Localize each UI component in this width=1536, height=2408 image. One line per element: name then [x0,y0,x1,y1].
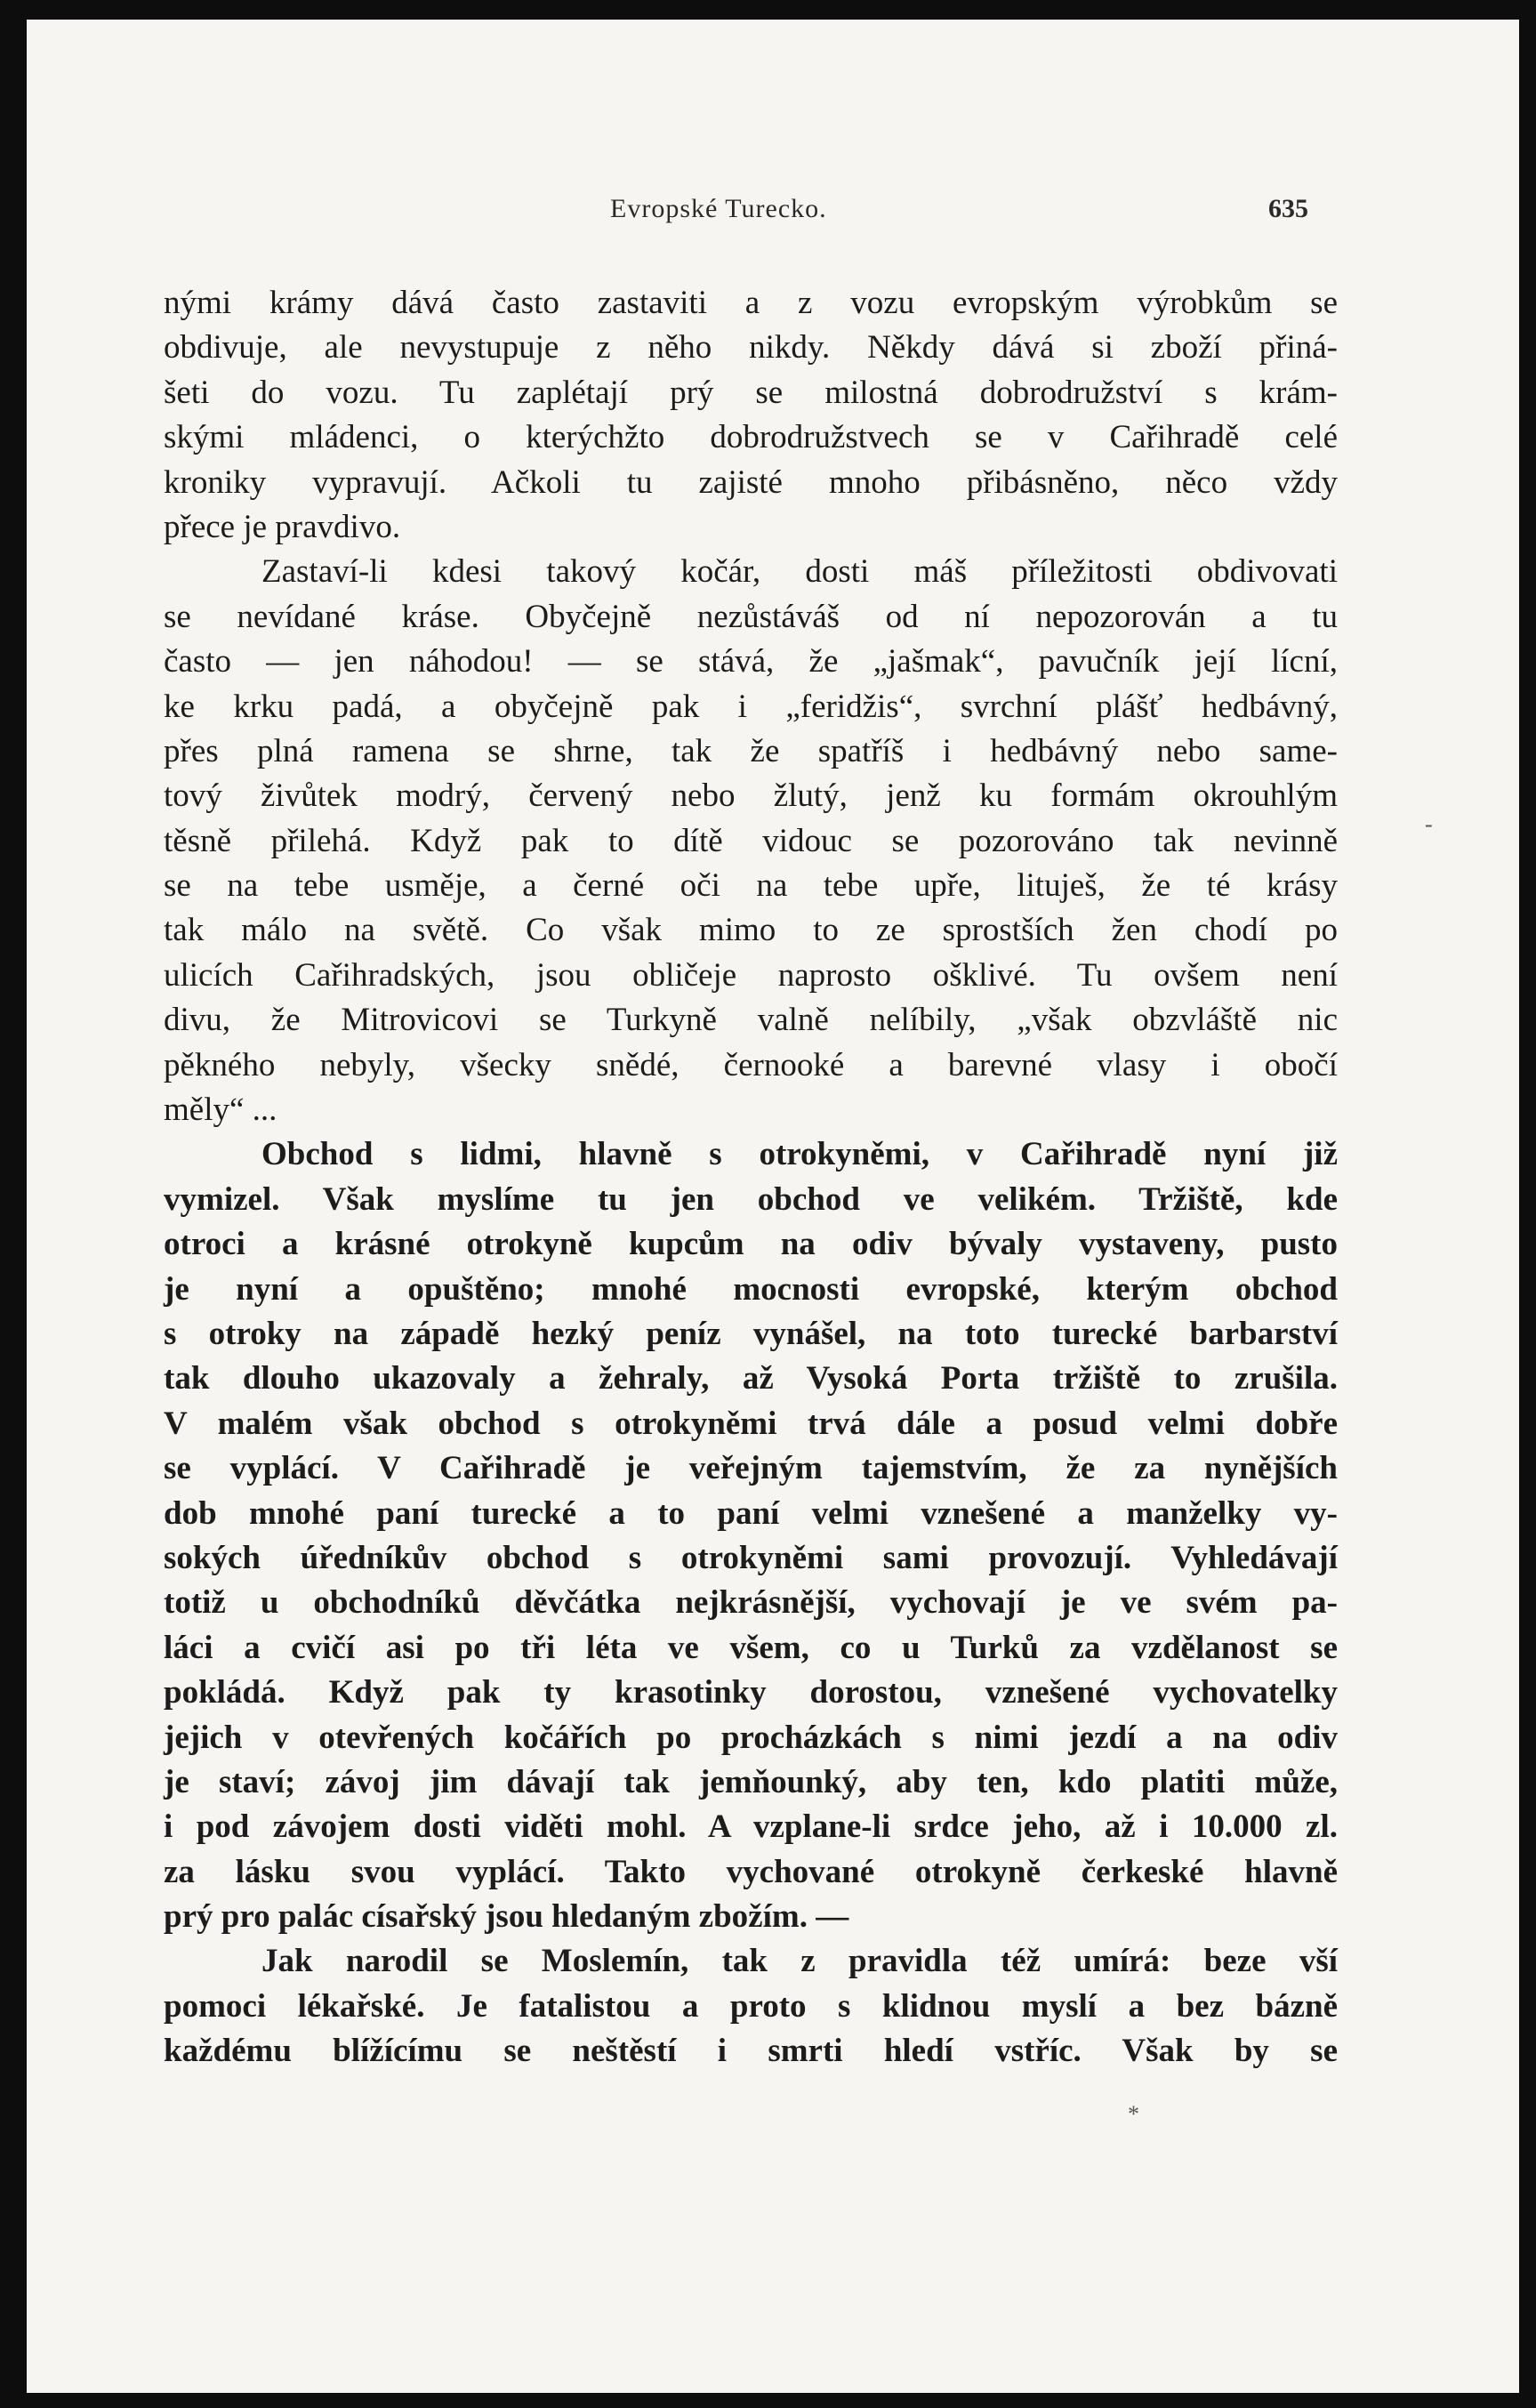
running-title: Evropské Turecko. [610,194,827,223]
text-line: pomoci lékařské. Je fatalistou a proto s klidnou myslí a bez bázně [164,1987,1338,2025]
text-line: za lásku svou vyplácí. Takto vychované otrokyně čerkeské hlavně [164,1853,1338,1890]
text-line: totiž u obchodníků děvčátka nejkrásnější, vychovají je ve svém pa- [164,1584,1338,1622]
text-line: Obchod s lidmi, hlavně s otrokyněmi, v Cařihradě nyní již [261,1136,1338,1173]
text-line: vymizel. Však myslíme tu jen obchod ve velikém. Tržiště, kde [164,1180,1338,1218]
text-line: otroci a krásné otrokyně kupcům na odiv bývaly vystaveny, pusto [164,1226,1338,1263]
text-line: dob mnohé paní turecké a to paní velmi vznešené a manželky vy- [164,1494,1338,1532]
text-line: přes plná ramena se shrne, tak že spatříš i hedbávný nebo same- [164,732,1338,769]
text-line: se nevídané kráse. Obyčejně nezůstáváš od ní nepozorován a tu [164,598,1338,635]
text-line: pokládá. Když pak ty krasotinky dorostou, vznešené vychovatelky [164,1674,1338,1711]
text-line: i pod závojem dosti viděti mohl. A vzplane-li srdce jeho, až i 10.000 zl. [164,1808,1338,1846]
text-line: obdivuje, ale nevystupuje z něho nikdy. Někdy dává si zboží přiná- [164,329,1338,366]
text-line: je nyní a opuštěno; mnohé mocnosti evropské, kterým obchod [164,1270,1338,1308]
text-line: Zastaví-li kdesi takový kočár, dosti máš příležitosti obdivovati [261,553,1338,591]
text-line: přece je pravdivo. [164,508,401,545]
text-line: šeti do vozu. Tu zaplétají prý se milostná dobrodružství s krám- [164,374,1338,411]
text-line: je staví; závoj jim dávají tak jemňounký, aby ten, kdo platiti může, [164,1763,1338,1800]
text-line: se na tebe usměje, a černé oči na tebe upře, lituješ, že té krásy [164,867,1338,905]
text-line: sokých úředníkův obchod s otrokyněmi sami provozují. Vyhledávají [164,1539,1338,1576]
page-number: 635 [1268,194,1308,223]
text-line: láci a cvičí asi po tři léta ve všem, co u Turků za vzdělanost se [164,1629,1338,1666]
text-line: se vyplácí. V Cařihradě je veřejným tajemstvím, že za nynějších [164,1450,1338,1487]
text-line: tový živůtek modrý, červený nebo žlutý, jenž ku formám okrouhlým [164,777,1338,815]
text-line: měly“ ... [164,1091,277,1129]
book-page [27,20,1519,2393]
text-line: ulicích Cařihradských, jsou obličeje naprosto ošklivé. Tu ovšem není [164,956,1338,994]
text-line: Jak narodil se Moslemín, tak z pravidla též umírá: beze vší [261,1943,1338,1980]
page-header [27,194,1519,230]
text-line: každému blížícímu se neštěstí i smrti hledí vstříc. Však by se [164,2033,1338,2070]
text-line: ke krku padá, a obyčejně pak i „feridžis“, svrchní plášť hedbávný, [164,688,1338,725]
page-speck: - [1425,811,1433,837]
text-line: V malém však obchod s otrokyněmi trvá dále a posud velmi dobře [164,1405,1338,1442]
text-line: těsně přilehá. Když pak to dítě vidouc se pozorováno tak nevinně [164,822,1338,859]
text-line: často — jen náhodou! — se stává, že „jašmak“, pavučník její lícní, [164,643,1338,681]
page-speck: * [1128,2101,1139,2127]
text-line: s otroky na západě hezký peníz vynášel, na toto turecké barbarství [164,1315,1338,1352]
text-line: pěkného nebyly, všecky snědé, černooké a barevné vlasy i obočí [164,1046,1338,1083]
text-line: skými mládenci, o kterýchžto dobrodružstvech se v Cařihradě celé [164,419,1338,456]
text-line: jejich v otevřených kočářích po procházkách s nimi jezdí a na odiv [164,1719,1338,1756]
text-line: prý pro palác císařský jsou hledaným zbožím. — [164,1898,849,1936]
text-line: kroniky vypravují. Ačkoli tu zajisté mnoho přibásněno, něco vždy [164,463,1338,501]
text-line: tak málo na světě. Co však mimo to ze sprostších žen chodí po [164,912,1338,949]
body-text [164,281,1338,2074]
text-line: divu, že Mitrovicovi se Turkyně valně nelíbily, „však obzvláště nic [164,1002,1338,1039]
text-line: tak dlouho ukazovaly a žehraly, až Vysoká Porta tržiště to zrušila. [164,1360,1338,1397]
text-line: nými krámy dává často zastaviti a z vozu evropským výrobkům se [164,285,1338,321]
